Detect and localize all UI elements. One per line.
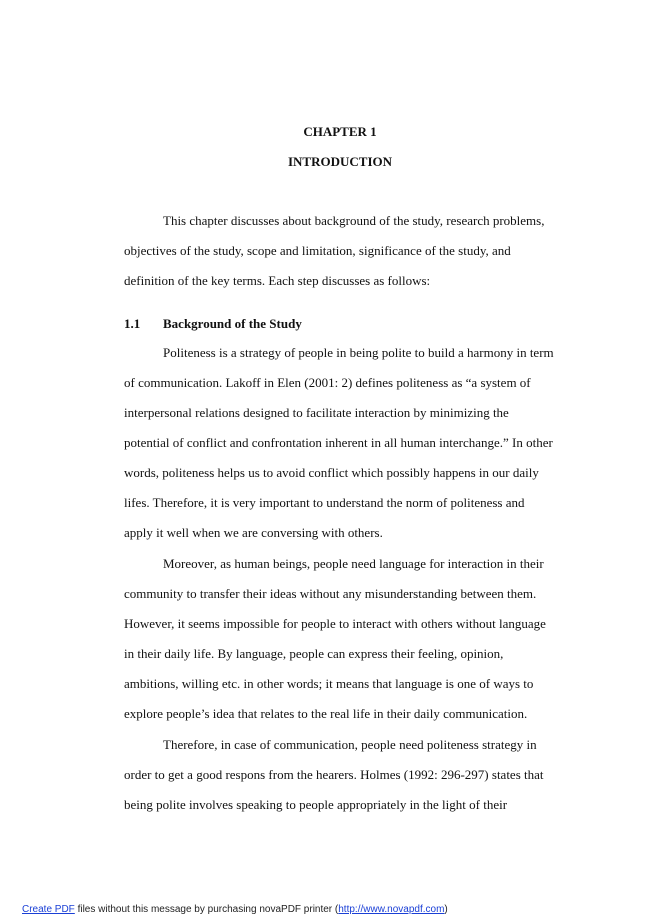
paragraph-line: Politeness is a strategy of people in being polite to build a harmony in term xyxy=(163,345,554,360)
paragraph-line: apply it well when we are conversing with others. xyxy=(124,525,383,540)
paragraph-line: explore people’s idea that relates to the real life in their daily communication. xyxy=(124,706,528,721)
paragraph-line: words, politeness helps us to avoid conflict which possibly happens in our daily xyxy=(124,465,539,480)
intro-line: objectives of the study, scope and limitation, significance of the study, and xyxy=(124,243,511,258)
paragraph-line: being polite involves speaking to people appropriately in the light of their xyxy=(124,797,508,812)
section-number: 1.1 xyxy=(124,316,141,331)
footer-text: files without this message by purchasing novaPDF printer ( xyxy=(74,904,339,915)
section-title: Background of the Study xyxy=(163,316,302,331)
paragraph-line: ambitions, willing etc. in other words; it means that language is one of ways to xyxy=(124,676,534,691)
intro-line: definition of the key terms. Each step discusses as follows: xyxy=(124,273,431,288)
intro-line: This chapter discusses about background of the study, research problems, xyxy=(163,213,545,228)
novapdf-link[interactable]: http://www.novapdf.com xyxy=(338,904,445,915)
create-pdf-link[interactable]: Create PDF xyxy=(22,904,75,915)
paragraph-line: Therefore, in case of communication, people need politeness strategy in xyxy=(163,737,537,752)
paragraph-line: potential of conflict and confrontation inherent in all human interchange.” In other xyxy=(124,435,553,450)
paragraph-line: in their daily life. By language, people can express their feeling, opinion, xyxy=(124,646,504,661)
paragraph-line: However, it seems impossible for people to interact with others without language xyxy=(124,616,546,631)
chapter-number: CHAPTER 1 xyxy=(303,124,377,139)
footer-text-end: ) xyxy=(444,904,448,915)
chapter-title: INTRODUCTION xyxy=(287,154,392,169)
paragraph-line: community to transfer their ideas without any misunderstanding between them. xyxy=(124,586,537,601)
paragraph-line: order to get a good respons from the hearers. Holmes (1992: 296-297) states that xyxy=(124,767,544,782)
pdf-footer-notice xyxy=(22,904,448,915)
paragraph-line: lifes. Therefore, it is very important to understand the norm of politeness and xyxy=(124,495,525,510)
paragraph-line: of communication. Lakoff in Elen (2001: 2) defines politeness as “a system of xyxy=(124,375,531,390)
paragraph-line: interpersonal relations designed to facilitate interaction by minimizing the xyxy=(124,405,509,420)
paragraph-line: Moreover, as human beings, people need language for interaction in their xyxy=(163,556,544,571)
